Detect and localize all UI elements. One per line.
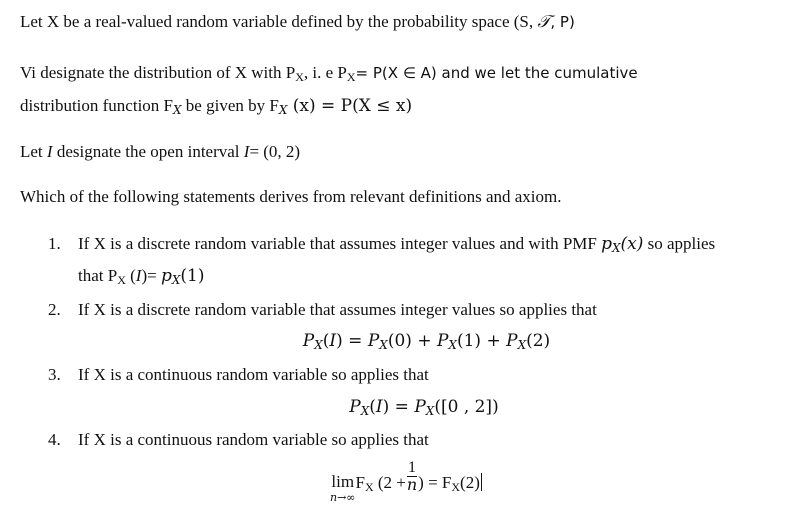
intro-line-2: [20, 62, 638, 84]
prob-symbol: P: [436, 331, 449, 351]
option-1-text-b: so applies: [643, 234, 716, 253]
option-3-formula: [0, 396, 803, 418]
pmf-symbol: p: [601, 234, 612, 254]
limit-value: (2): [460, 473, 480, 492]
subscript-x: X: [117, 273, 126, 287]
subscript-x: X: [611, 241, 621, 255]
equals-sign: ) =: [336, 331, 368, 351]
option-1-text-a: If X is a discrete random variable that assumes integer values and with PMF: [78, 234, 602, 253]
option-3-number: 3.: [48, 365, 61, 384]
option-2-text: If X is a discrete random variable that assumes integer values so applies that: [78, 300, 597, 319]
subscript-x: X: [364, 480, 374, 494]
subscript-x: X: [173, 103, 182, 117]
intro-line-3: [20, 95, 412, 117]
intro-line-4: [20, 141, 300, 163]
option-1-line-2: [78, 265, 205, 287]
question-text: Which of the following statements derives from relevant definitions and axiom.: [20, 187, 562, 206]
option-4-text: If X is a continuous random variable so applies that: [78, 430, 429, 449]
limit-equals: ) = F: [418, 473, 452, 492]
subscript-x: X: [425, 404, 435, 418]
option-4-formula: [330, 460, 482, 504]
term-0: (0) +: [387, 331, 437, 351]
subscript-x: X: [346, 70, 356, 84]
cdf-formula: (x) = P(X ≤ x): [287, 96, 413, 116]
paren-open: (: [369, 397, 376, 417]
intro-line-2-a: Vi designate the distribution of X with P: [20, 63, 296, 82]
paren-open: (: [322, 331, 330, 351]
text-cursor: [481, 473, 482, 491]
sigma-algebra-symbol: 𝒯: [537, 12, 551, 32]
equals-sign: ) =: [382, 397, 415, 417]
fraction-numerator: 1: [408, 459, 417, 476]
subscript-x: X: [278, 103, 288, 117]
limit-body: [355, 472, 405, 494]
interval-symbol: I: [46, 142, 53, 161]
limit-operator: [330, 472, 355, 504]
intro-line-2-b: , i. e P: [303, 63, 347, 82]
intro-line-1-text: Let X be a real-valued random variable defined by the probability space (S,: [20, 12, 538, 31]
subscript-x: X: [517, 338, 527, 352]
interval-symbol: I: [375, 397, 383, 417]
limit-arg-open: (2 +: [373, 473, 406, 492]
option-4-number: 4.: [48, 430, 61, 449]
interval-symbol: I: [135, 266, 142, 285]
prob-symbol: P: [367, 331, 380, 351]
intro-line-4-a: Let: [20, 142, 47, 161]
interval-symbol: I: [243, 142, 250, 161]
lim-label: lim: [331, 472, 355, 491]
intro-line-1: [20, 11, 575, 33]
pmf-symbol: p: [160, 266, 172, 286]
option-1-number: 1.: [48, 234, 61, 253]
intro-line-2-c: = P(X ∈ A) and we let the cumulative: [355, 64, 638, 82]
option-2-formula: [0, 330, 803, 352]
prob-symbol: P: [414, 397, 426, 417]
prob-symbol: P: [506, 331, 518, 351]
subscript-x: X: [171, 273, 181, 287]
interval-symbol: I: [329, 331, 337, 351]
intro-line-4-c: = (0, 2): [249, 142, 301, 161]
option-2-number: 2.: [48, 300, 61, 319]
option-3-text: If X is a continuous random variable so applies that: [78, 365, 429, 384]
closed-interval: ([0 , 2]): [434, 397, 499, 417]
intro-line-1-end: , P): [550, 13, 575, 31]
intro-line-3-b: be given by F: [181, 96, 279, 115]
option-1-line-1: [78, 233, 715, 255]
prob-symbol: P: [302, 331, 315, 351]
pmf-arg: (x): [620, 234, 644, 254]
intro-line-4-b: designate the open interval: [52, 142, 244, 161]
subscript-x: X: [379, 338, 388, 352]
intro-line-3-a: distribution function F: [20, 96, 173, 115]
subscript-x: X: [451, 480, 461, 494]
subscript-x: X: [314, 338, 323, 352]
option-1-cont-d: (1): [180, 266, 205, 286]
option-1-cont-c: )=: [141, 266, 161, 285]
fraction-denominator: n: [406, 475, 418, 494]
option-1-cont-a: that P: [78, 266, 118, 285]
term-1: (1) +: [456, 331, 507, 351]
limit-result: [418, 472, 482, 494]
subscript-x: X: [295, 70, 304, 84]
fraction-1-over-n: [407, 460, 417, 493]
lim-subscript: n→∞: [330, 491, 356, 504]
subscript-x: X: [448, 338, 457, 352]
term-2: (2): [526, 331, 551, 351]
option-1-cont-b: (: [125, 266, 136, 285]
cdf-f: F: [355, 473, 365, 492]
subscript-x: X: [360, 404, 370, 418]
prob-symbol: P: [349, 397, 361, 417]
